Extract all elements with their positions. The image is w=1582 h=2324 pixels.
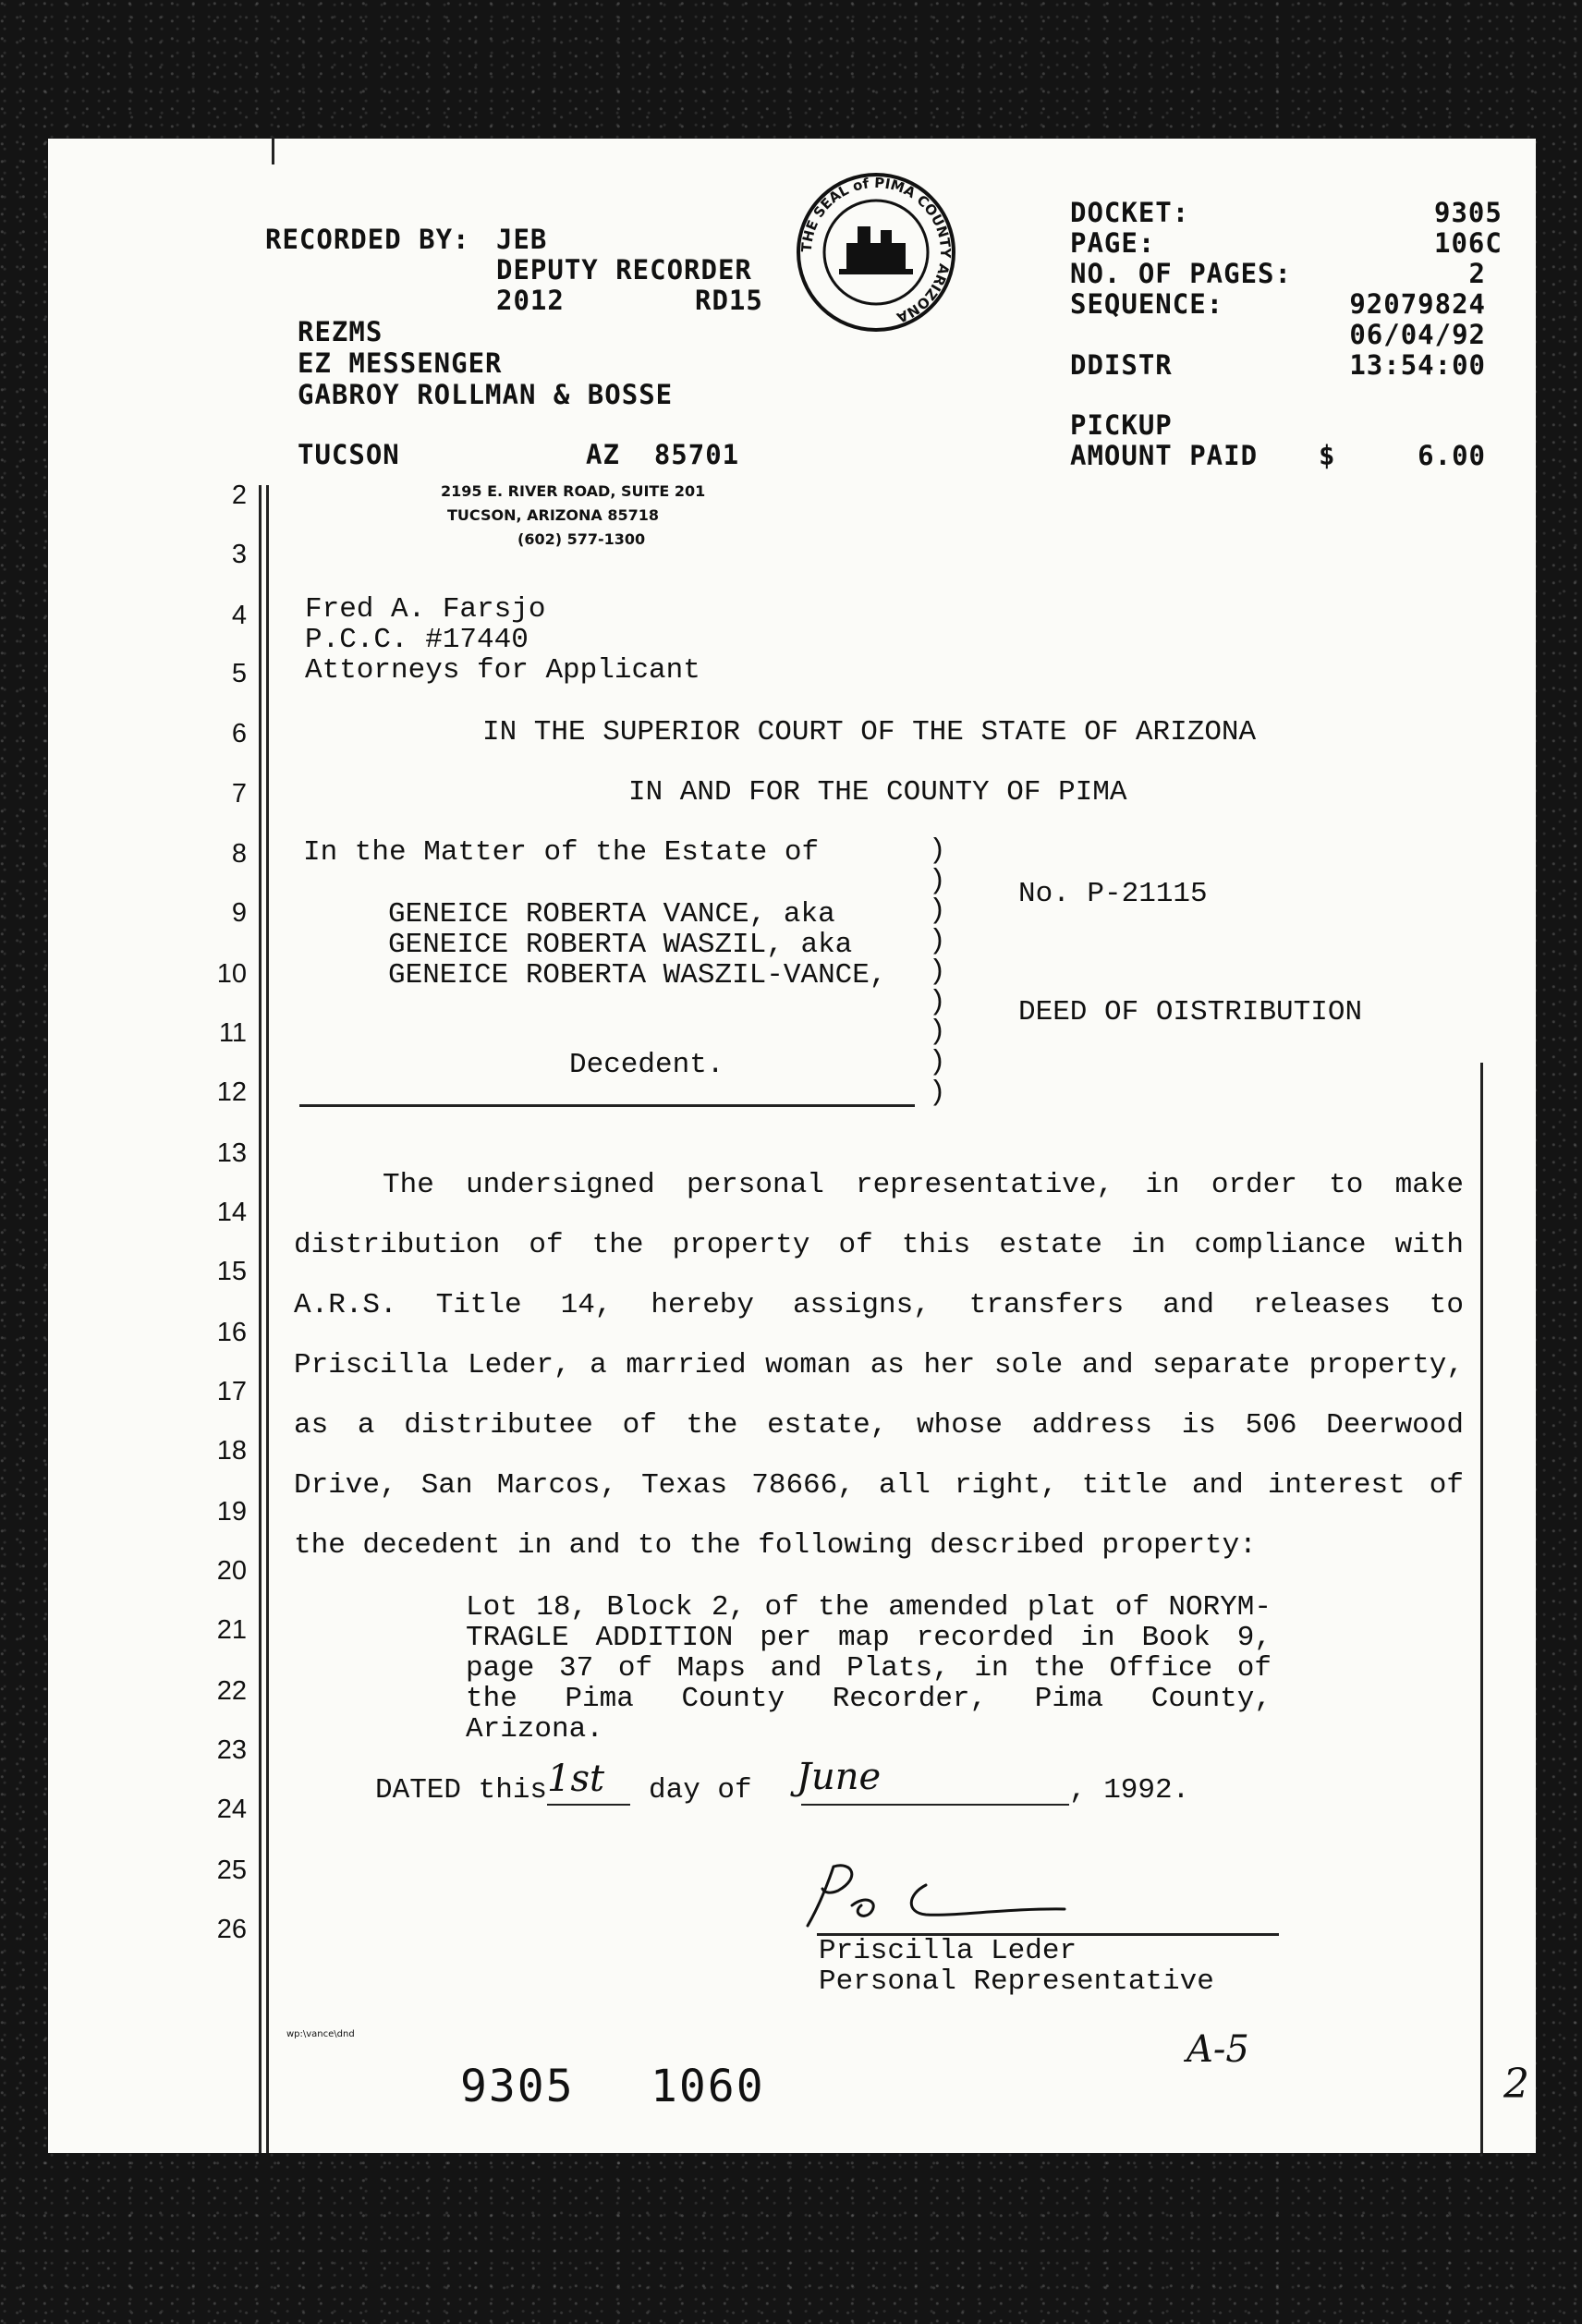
line-number: 19: [216, 1497, 247, 1527]
recording-time: 13:54:00: [1349, 349, 1486, 381]
caption-underline: [299, 1104, 915, 1107]
line-number: 8: [231, 839, 247, 869]
page-label: PAGE:: [1070, 227, 1156, 259]
line-number: 22: [216, 1676, 247, 1706]
page-mark: 2: [1503, 2061, 1529, 2108]
margin-rule-left-2: [266, 485, 269, 2153]
line-number: 6: [231, 719, 247, 748]
body-line-3: A.R.S. Title 14, hereby assigns, transfers and releases to: [294, 1289, 1464, 1321]
line-number: 13: [216, 1138, 247, 1168]
line-number: 11: [218, 1018, 247, 1048]
file-path: wp:\vance\dnd: [286, 2029, 355, 2039]
day-underline: [547, 1804, 630, 1806]
pages-value: 2: [1468, 258, 1486, 289]
deputy-recorder: DEPUTY RECORDER: [496, 254, 752, 286]
sequence-value: 92079824: [1349, 288, 1486, 320]
caption-parens: ) ) ) ) ) ) ) ) ): [929, 834, 946, 1109]
stamp-docket: 9305: [460, 2061, 575, 2112]
recorded-by-label: RECORDED BY:: [265, 224, 470, 255]
firm-address-line2: TUCSON, ARIZONA 85718: [447, 506, 659, 524]
exhibit-mark: A-5: [1186, 2028, 1249, 2071]
line-number: 14: [216, 1198, 247, 1227]
pickup: PICKUP: [1070, 409, 1173, 441]
recording-date: 06/04/92: [1349, 319, 1486, 350]
body-line-1: The undersigned personal representative, in order to make: [383, 1169, 1464, 1201]
signer-title: Personal Representative: [819, 1965, 1214, 1998]
document-page: [48, 139, 1536, 2153]
margin-rule-right: [1480, 1063, 1483, 2153]
dated-year: , 1992.: [1069, 1774, 1190, 1807]
line-number: 16: [216, 1318, 247, 1347]
dated-mid: day of: [649, 1774, 752, 1807]
dated-day: 1st: [547, 1758, 605, 1800]
line-number: 2: [231, 481, 247, 510]
line-number: 18: [216, 1436, 247, 1466]
attorney-role: Attorneys for Applicant: [305, 654, 700, 687]
pages-label: NO. OF PAGES:: [1070, 258, 1292, 289]
amount-label: AMOUNT PAID: [1070, 440, 1259, 471]
line-number: 12: [216, 1077, 247, 1107]
legal-line-4: the Pima County Recorder, Pima County,: [466, 1683, 1272, 1715]
recorded-by-value: JEB: [496, 224, 548, 255]
dated-prefix: DATED this: [375, 1774, 548, 1807]
seal-text: THE SEAL of PIMA COUNTY ARIZONA: [797, 174, 955, 326]
firm-name: GABROY ROLLMAN & BOSSE: [298, 379, 674, 410]
line-number: 9: [231, 898, 247, 928]
attorney-pcc: P.C.C. #17440: [305, 624, 529, 656]
line-number: 21: [216, 1615, 247, 1645]
rezms: REZMS: [298, 316, 383, 347]
line-number: 25: [216, 1856, 247, 1885]
line-number: 23: [216, 1735, 247, 1765]
line-number: 15: [216, 1257, 247, 1286]
body-line-7: the decedent in and to the following described property:: [294, 1529, 1257, 1562]
dated-month: June: [797, 1756, 882, 1798]
document-title: DEED OF OISTRIBUTION: [1018, 996, 1363, 1028]
recorder-code-2: RD15: [695, 285, 763, 316]
caption-name-2: GENEICE ROBERTA WASZIL, aka: [388, 929, 853, 961]
line-number: 7: [231, 779, 247, 809]
case-number: No. P-21115: [1018, 878, 1208, 910]
docket-value: 9305: [1434, 197, 1503, 228]
state-zip: AZ 85701: [586, 439, 740, 470]
currency-symbol: $: [1319, 440, 1336, 471]
county-seal-icon: [793, 169, 959, 335]
line-number: 10: [216, 959, 247, 989]
line-number: 4: [231, 601, 247, 630]
messenger: EZ MESSENGER: [298, 347, 503, 379]
legal-line-5: Arizona.: [466, 1713, 603, 1746]
line-number: 17: [216, 1377, 247, 1406]
caption-name-1: GENEICE ROBERTA VANCE, aka: [388, 898, 835, 931]
docket-label: DOCKET:: [1070, 197, 1190, 228]
court-heading-2: IN AND FOR THE COUNTY OF PIMA: [628, 776, 1127, 809]
legal-line-2: TRAGLE ADDITION per map recorded in Book 9,: [466, 1622, 1272, 1654]
legal-line-1: Lot 18, Block 2, of the amended plat of NORYM-: [466, 1591, 1272, 1624]
caption-decedent: Decedent.: [569, 1049, 724, 1081]
body-line-2: distribution of the property of this estate in compliance with: [294, 1229, 1464, 1261]
attorney-name: Fred A. Farsjo: [305, 593, 546, 626]
city: TUCSON: [298, 439, 400, 470]
line-number: 26: [216, 1915, 247, 1944]
line-number: 24: [216, 1795, 247, 1824]
sequence-label: SEQUENCE:: [1070, 288, 1224, 320]
line-number: 3: [231, 540, 247, 569]
line-number: 5: [231, 659, 247, 688]
body-line-5: as a distributee of the estate, whose address is 506 Deerwood: [294, 1409, 1464, 1442]
court-heading-1: IN THE SUPERIOR COURT OF THE STATE OF ARIZONA: [482, 716, 1257, 748]
firm-phone: (602) 577-1300: [517, 530, 646, 548]
recorder-code-1: 2012: [496, 285, 565, 316]
legal-line-3: page 37 of Maps and Plats, in the Office of: [466, 1652, 1272, 1685]
margin-rule-left-1: [259, 485, 262, 2153]
top-tick: [272, 137, 274, 164]
stamp-page: 1060: [651, 2061, 765, 2112]
handwritten-signature-icon: [797, 1857, 1074, 1931]
line-number: 20: [216, 1556, 247, 1586]
signer-name: Priscilla Leder: [819, 1935, 1077, 1967]
firm-address-line1: 2195 E. RIVER ROAD, SUITE 201: [441, 482, 706, 500]
month-underline: [801, 1804, 1069, 1806]
ddistr: DDISTR: [1070, 349, 1173, 381]
body-line-6: Drive, San Marcos, Texas 78666, all right, title and interest of: [294, 1469, 1464, 1502]
page-value: 106C: [1434, 227, 1503, 259]
body-line-4: Priscilla Leder, a married woman as her sole and separate property,: [294, 1349, 1464, 1381]
amount-value: 6.00: [1418, 440, 1486, 471]
caption-matter: In the Matter of the Estate of: [303, 836, 820, 869]
caption-name-3: GENEICE ROBERTA WASZIL-VANCE,: [388, 959, 887, 992]
